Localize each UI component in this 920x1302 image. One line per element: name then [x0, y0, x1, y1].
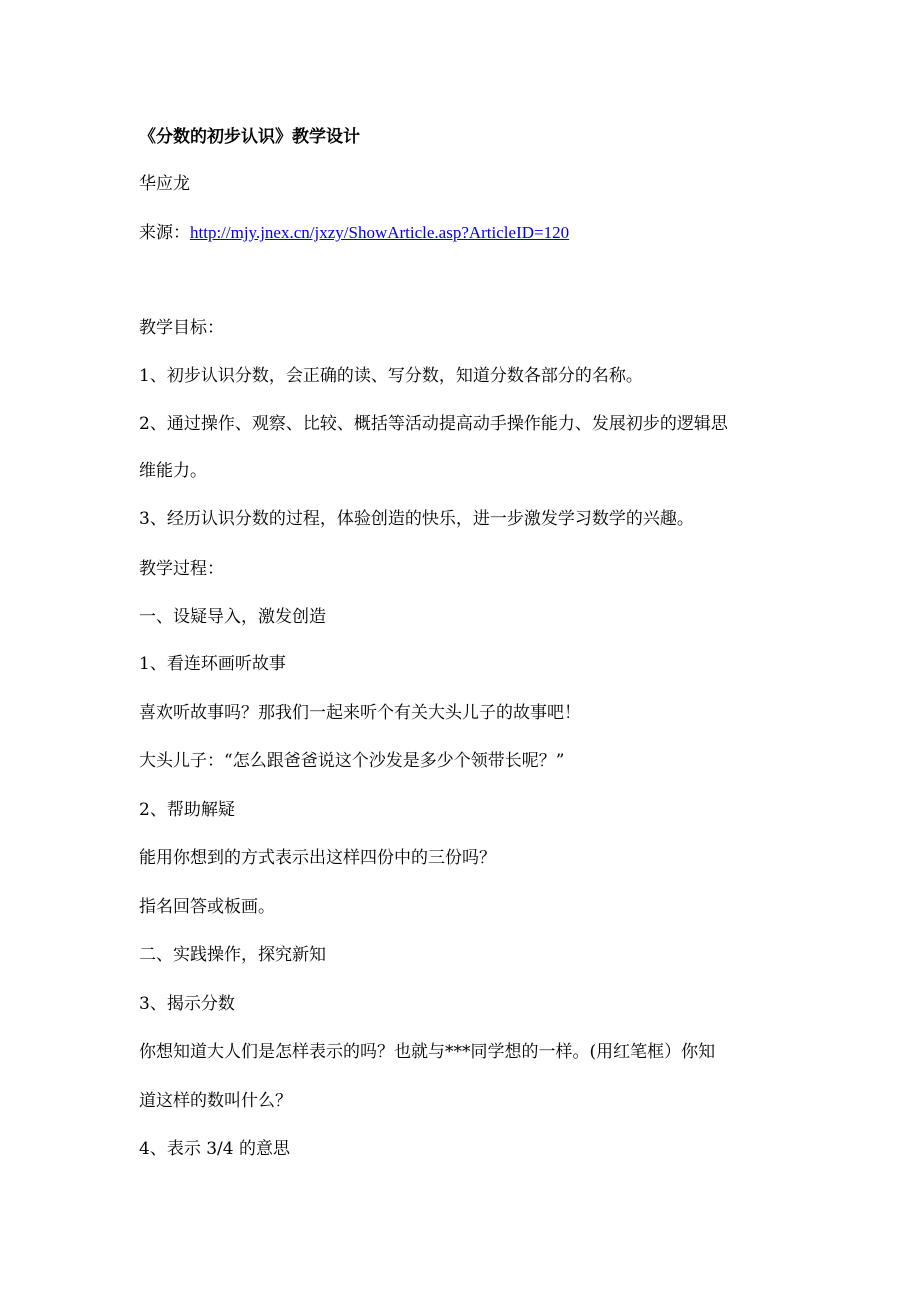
paragraph-reveal: 你想知道大人们是怎样表示的吗？也就与***同学想的一样。(用红笔框）你知: [139, 1042, 716, 1062]
step-item-4: 4、表示 3/4 的意思: [139, 1139, 290, 1159]
paragraph-dialogue: 大头儿子：“怎么跟爸爸说这个沙发是多少个领带长呢？”: [139, 751, 565, 771]
section-heading-goals: 教学目标：: [139, 318, 224, 338]
goal-item-2-continued: 维能力。: [139, 461, 207, 481]
step-item-3: 3、揭示分数: [139, 994, 235, 1014]
paragraph-answer: 指名回答或板画。: [139, 897, 275, 917]
source-label: 来源：: [139, 223, 190, 243]
goal-item-2: 2、通过操作、观察、比较、概括等活动提高动手操作能力、发展初步的逻辑思: [139, 414, 728, 434]
section-heading-process: 教学过程：: [139, 559, 224, 579]
step-item-1: 1、看连环画听故事: [139, 654, 286, 674]
step-heading-1: 一、设疑导入，激发创造: [139, 607, 326, 627]
paragraph-story: 喜欢听故事吗？那我们一起来听个有关大头儿子的故事吧！: [139, 703, 581, 723]
step-item-2: 2、帮助解疑: [139, 800, 235, 820]
step-heading-2: 二、实践操作，探究新知: [139, 945, 326, 965]
source-line: [139, 221, 569, 245]
paragraph-question: 能用你想到的方式表示出这样四份中的三份吗？: [139, 848, 496, 868]
document-title: 《分数的初步认识》教学设计: [139, 127, 360, 147]
source-link[interactable]: http://mjy.jnex.cn/jxzy/ShowArticle.asp?ArticleID=120: [190, 223, 570, 242]
goal-item-1: 1、初步认识分数，会正确的读、写分数，知道分数各部分的名称。: [139, 366, 643, 386]
goal-item-3: 3、经历认识分数的过程，体验创造的快乐，进一步激发学习数学的兴趣。: [139, 509, 694, 529]
paragraph-reveal-continued: 道这样的数叫什么？: [139, 1091, 292, 1111]
author-name: 华应龙: [139, 174, 190, 194]
